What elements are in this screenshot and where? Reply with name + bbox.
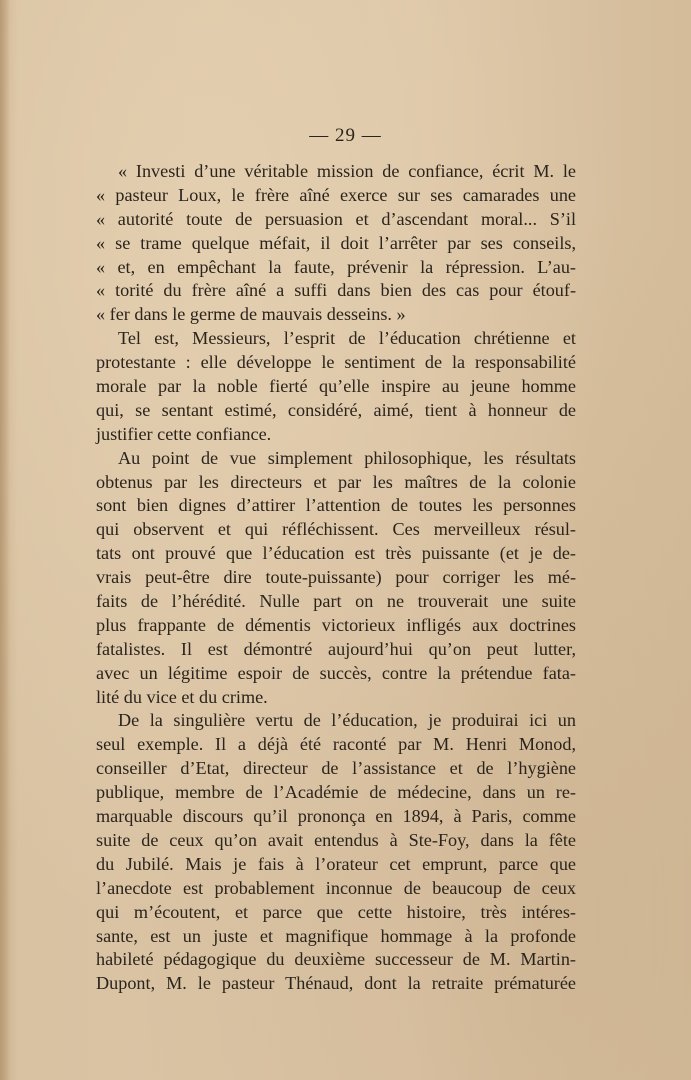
text-line: seul exemple. Il a déjà été raconté par M. Henri Monod, [96,734,576,755]
text-line: sante, est un juste et magnifique hommage à la profonde [96,925,576,946]
text-line: qui m’écoutent, et parce que cette histoire, très intéres- [96,901,576,922]
text-line: De la singulière vertu de l’éducation, je produirai ici un [118,710,576,731]
text-line: du Jubilé. Mais je fais à l’orateur cet emprunt, parce que [96,853,576,874]
text-line: conseiller d’Etat, directeur de l’assistance et de l’hygiène [96,758,576,779]
text-line: avec un légitime espoir de succès, contre la prétendue fata- [96,662,576,683]
text-line: lité du vice et du crime. [96,686,268,707]
text-line: marquable discours qu’il prononça en 1894, à Paris, comme [96,806,576,827]
text-line: « se trame quelque méfait, il doit l’arrêter par ses conseils, [96,232,576,253]
text-line: fatalistes. Il est démontré aujourd’hui qu’on peut lutter, [96,638,576,659]
text-line: protestante : elle développe le sentiment de la responsabilité [96,352,576,373]
text-line: « autorité toute de persuasion et d’ascendant moral... S’il [96,208,576,229]
text-line: Dupont, M. le pasteur Thénaud, dont la retraite prématurée [96,973,576,994]
text-line: l’anecdote est probablement inconnue de beaucoup de ceux [96,877,576,898]
text-line: « torité du frère aîné a suffi dans bien des cas pour étouf- [96,280,576,301]
text-line: faits de l’hérédité. Nulle part on ne trouverait une suite [96,591,576,612]
text-line: Au point de vue simplement philosophique, les résultats [118,447,576,468]
text-line: obtenus par les directeurs et par les maîtres de la colonie [96,471,576,492]
text-line: qui observent et qui réfléchissent. Ces merveilleux résul- [96,519,576,540]
text-line: plus frappante de démentis victorieux infligés aux doctrines [96,614,576,635]
text-line: morale par la noble fierté qu’elle inspire au jeune homme [96,376,576,397]
text-line: justifier cette confiance. [96,423,272,444]
text-line: suite de ceux qu’on avait entendus à Ste-Foy, dans la fête [96,829,576,850]
text-line: qui, se sentant estimé, considéré, aimé, tient à honneur de [96,399,576,420]
text-line: tats ont prouvé que l’éducation est très puissante (et je de- [96,543,576,564]
text-line: « fer dans le germe de mauvais desseins. » [96,304,406,325]
text-line: « pasteur Loux, le frère aîné exerce sur ses camarades une [96,184,576,205]
text-line: « Investi d’une véritable mission de confiance, écrit M. le [118,161,576,181]
text-line: « et, en empêchant la faute, prévenir la répression. L’au- [96,256,576,277]
page-binding-edge [0,0,10,1080]
text-line: vrais peut-être dire toute-puissante) pour corriger les mé- [96,567,576,588]
text-line: sont bien dignes d’attirer l’attention de toutes les personnes [96,495,576,516]
body-text [96,160,576,996]
text-line: publique, membre de l’Académie de médecine, dans un re- [96,782,576,803]
page-number: — 29 — [309,125,382,146]
text-line: Tel est, Messieurs, l’esprit de l’éducation chrétienne et [118,328,576,349]
text-line: habileté pédagogique du deuxième successeur de M. Martin- [96,949,576,970]
